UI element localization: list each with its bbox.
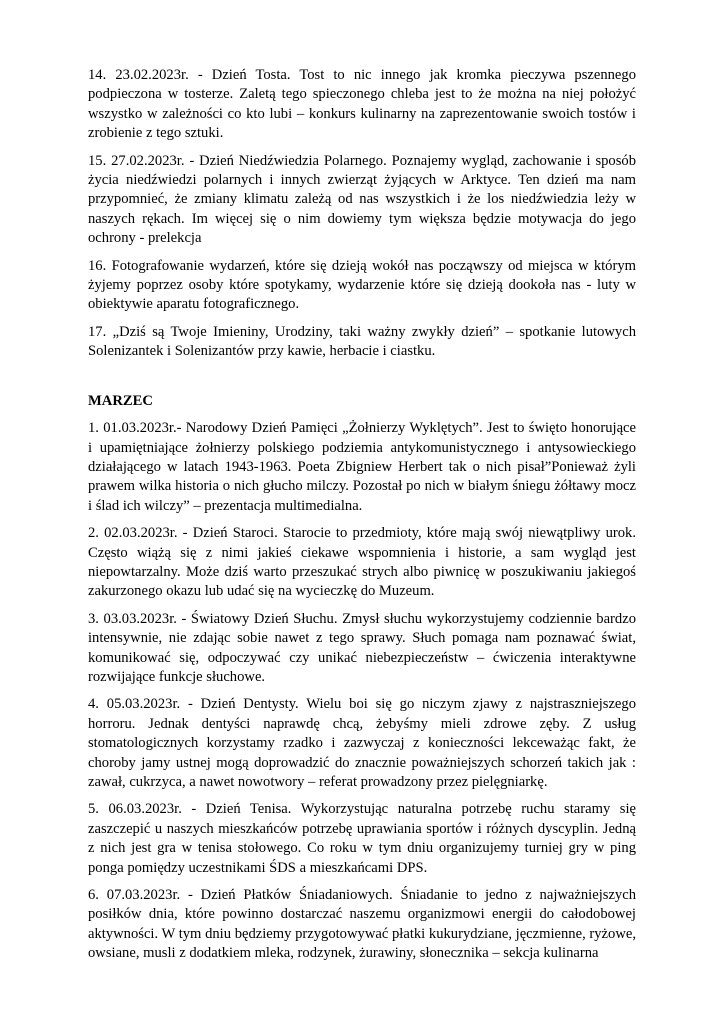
paragraph-item-17: 17. „Dziś są Twoje Imieniny, Urodziny, taki ważny zwykły dzień” – spotkanie lutowych Solenizantek i Solenizantów przy kawie, herbacie i ciastku. [88, 323, 636, 360]
paragraph-item-16: 16. Fotografowanie wydarzeń, które się dzieją wokół nas począwszy od miejsca w którym żyjemy poprzez osoby które spotykamy, wydarzenie które się dzieją dookoła nas - luty w obiektywie aparatu fotograficznego. [88, 257, 636, 313]
paragraph-item-1: 1. 01.03.2023r.- Narodowy Dzień Pamięci „Żołnierzy Wyklętych”. Jest to święto honorujące i upamiętniające żołnierzy polskiego podziemia antykomunistycznego i antysowieckiego działającego w latach 1943-1963. Poeta Zbigniew Herbert tak o nich pisał”Ponieważ żyli prawem wilka historia o nich głucho milczy. Pozostał po nich w białym śniegu żółtawy mocz i ślad ich wilczy” – prezentacja multimedialna. [88, 420, 636, 514]
paragraph-item-3: 3. 03.03.2023r. - Światowy Dzień Słuchu. Zmysł słuchu wykorzystujemy codziennie bardzo intensywnie, nie zdając sobie nawet z tego sprawy. Słuch pomaga nam poznawać świat, komunikować się, odpoczywać czy unikać niebezpieczeństw – ćwiczenia interaktywne rozwijające funkcje słuchowe. [88, 610, 636, 685]
paragraph-item-4: 4. 05.03.2023r. - Dzień Dentysty. Wielu boi się go niczym zjawy z najstraszniejszego horroru. Jednak dentyści naprawdę chcą, żebyśmy mieli zdrowe zęby. Z usług stomatologicznych korzystamy rzadko i zazwyczaj z konieczności lekceważąc fakt, że choroby jamy ustnej mogą doprowadzić do znacznie poważniejszych schorzeń takich jak : zawał, cukrzyca, a nawet nowotwory – referat prowadzony przez pielęgniarkę. [88, 696, 636, 790]
section-heading-march: MARZEC [88, 392, 153, 409]
paragraph-item-14: 14. 23.02.2023r. - Dzień Tosta. Tost to nic innego jak kromka pieczywa pszennego podpieczona w tosterze. Zaletą tego spieczonego chleba jest to że można na niej położyć wszystko w zależności co kto lubi – konkurs kulinarny na zaprezentowanie swoich tostów i zrobienie z tego sztuki. [88, 67, 636, 142]
paragraph-item-15: 15. 27.02.2023r. - Dzień Niedźwiedzia Polarnego. Poznajemy wygląd, zachowanie i sposób życia niedźwiedzi polarnych i innych zwierząt żyjących w Arktyce. Ten dzień ma nam przypomnieć, że zmiany klimatu zależą od nas wszystkich i że los niedźwiedzia leży w naszych rękach. Im więcej się o nim dowiemy tym większa będzie motywacja do jego ochrony - prelekcja [88, 152, 636, 247]
march-section [88, 419, 636, 964]
paragraph-item-6: 6. 07.03.2023r. - Dzień Płatków Śniadaniowych. Śniadanie to jedno z najważniejszych posiłków dnia, które powinno dostarczać naszemu organizmowi energii do całodobowej aktywności. W tym dniu będziemy przygotowywać płatki kukurydziane, jęczmienne, ryżowe, owsiane, musli z dodatkiem mleka, rodzynek, żurawiny, słonecznika – sekcja kulinarna [88, 887, 636, 962]
paragraph-item-5: 5. 06.03.2023r. - Dzień Tenisa. Wykorzystując naturalna potrzebę ruchu staramy się zaszczepić u naszych mieszkańców potrzebę uprawiania sportów i różnych dyscyplin. Jedną z nich jest gra w tenisa stołowego. Co roku w tym dniu organizujemy turniej gry w ping ponga pomiędzy uczestnikami ŚDS a mieszkańcami DPS. [88, 801, 636, 876]
february-section [88, 66, 636, 362]
paragraph-item-2: 2. 02.03.2023r. - Dzień Staroci. Starocie to przedmioty, które mają swój niewątpliwy urok. Często wiążą się z nimi jakieś ciekawe wspomnienia i historie, a sam wygląd jest niepowtarzalny. Może dziś warto przeszukać strych albo piwnicę w poszukiwaniu jakiegoś zakurzonego okazu lub udać się na wycieczkę do Muzeum. [88, 525, 636, 600]
